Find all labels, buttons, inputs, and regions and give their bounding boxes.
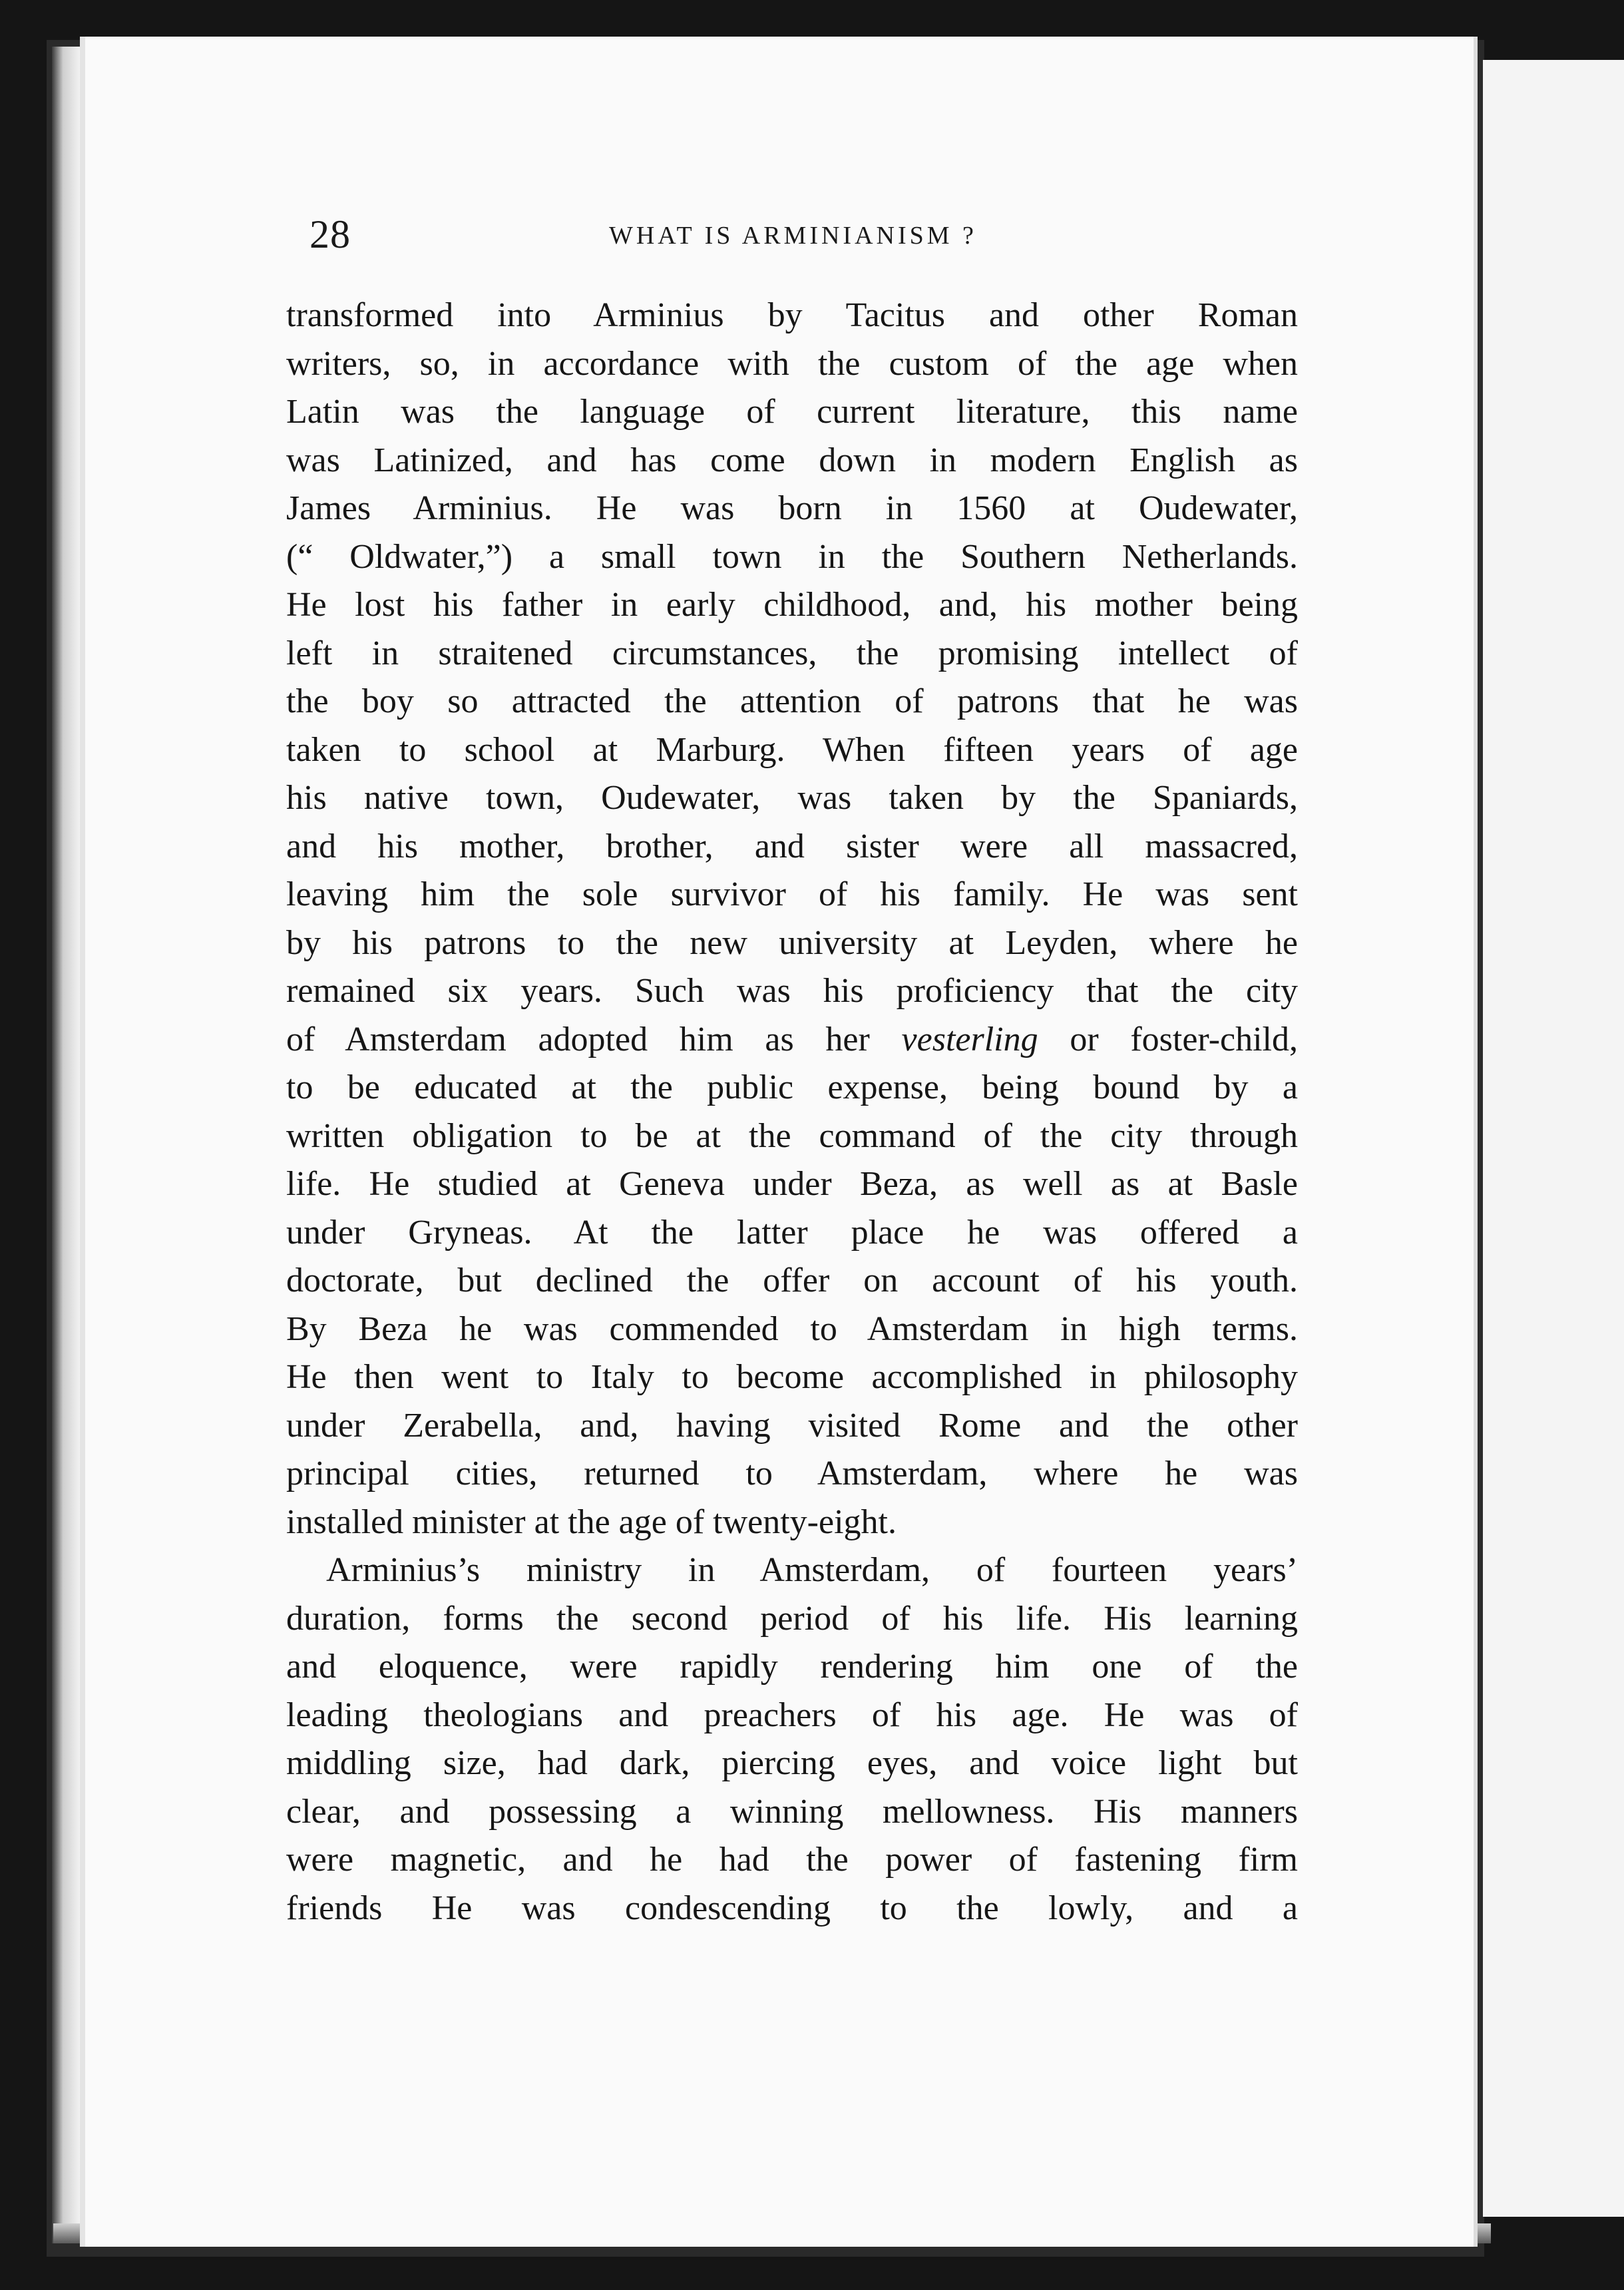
text-line: his native town, Oudewater, was taken by the Spaniards, (286, 779, 1298, 817)
text-line: By Beza he was commended to Amsterdam in high terms. (286, 1309, 1298, 1348)
text-line: left in straitened circumstances, the promising intellect of (286, 634, 1298, 672)
text-line: leaving him the sole survivor of his family. He was sent (286, 875, 1298, 913)
running-title: WHAT IS ARMINIANISM ? (609, 222, 977, 250)
text-line: (“ Oldwater,”) a small town in the Southern Netherlands. (286, 537, 1298, 576)
text-line: remained six years. Such was his proficiency that the city (286, 972, 1298, 1010)
text-line: Latin was the language of current literature, this name (286, 393, 1298, 431)
text-line: principal cities, returned to Amsterdam, where he was (286, 1455, 1298, 1492)
text-segment: or foster-child, (1038, 1020, 1298, 1058)
paragraph-first-line: Arminius’s ministry in Amsterdam, of fourteen years’ (326, 1551, 1298, 1589)
adjacent-page-edge (1479, 60, 1624, 2217)
text-line: was Latinized, and has come down in modern English as (286, 441, 1298, 479)
text-line-with-italic (286, 1016, 1298, 1064)
text-line: duration, forms the second period of his life. His learning (286, 1599, 1298, 1638)
text-line: and eloquence, were rapidly rendering him one of the (286, 1648, 1298, 1686)
text-line: life. He studied at Geneva under Beza, as well as at Basle (286, 1165, 1298, 1203)
body-text (286, 292, 1298, 1933)
text-line: middling size, had dark, piercing eyes, and voice light but (286, 1744, 1298, 1782)
text-line: James Arminius. He was born in 1560 at Oudewater, (286, 489, 1298, 527)
text-line: He then went to Italy to become accomplished in philosophy (286, 1358, 1298, 1396)
text-line: the boy so attracted the attention of patrons that he was (286, 682, 1298, 720)
page-number: 28 (309, 212, 351, 256)
book-spine-gutter (52, 47, 80, 2243)
text-line: written obligation to be at the command of the city through (286, 1116, 1298, 1155)
text-line: clear, and possessing a winning mellowness. His manners (286, 1792, 1298, 1831)
text-line: to be educated at the public expense, being bound by a (286, 1068, 1298, 1106)
text-line: leading theologians and preachers of his age. He was of (286, 1696, 1298, 1734)
text-line: taken to school at Marburg. When fifteen years of age (286, 730, 1298, 769)
text-line: by his patrons to the new university at Leyden, where he (286, 923, 1298, 962)
text-line: were magnetic, and he had the power of fastening firm (286, 1841, 1298, 1879)
italic-term: vesterling (901, 1020, 1038, 1058)
text-line: under Zerabella, and, having visited Rome and the other (286, 1406, 1298, 1445)
text-line: transformed into Arminius by Tacitus and other Roman (286, 296, 1298, 334)
text-line: doctorate, but declined the offer on account of his youth. (286, 1261, 1298, 1299)
paragraph-last-line: installed minister at the age of twenty-eight. (286, 1502, 897, 1541)
running-header (309, 212, 1295, 258)
text-line: friends He was condescending to the lowly, and a (286, 1889, 1298, 1927)
text-line: and his mother, brother, and sister were all massacred, (286, 827, 1298, 865)
text-segment: of Amsterdam adopted him as her (286, 1020, 902, 1058)
text-line: under Gryneas. At the latter place he was offered a (286, 1213, 1298, 1252)
text-line: He lost his father in early childhood, and, his mother being (286, 586, 1298, 624)
text-line: writers, so, in accordance with the custom of the age when (286, 344, 1298, 383)
